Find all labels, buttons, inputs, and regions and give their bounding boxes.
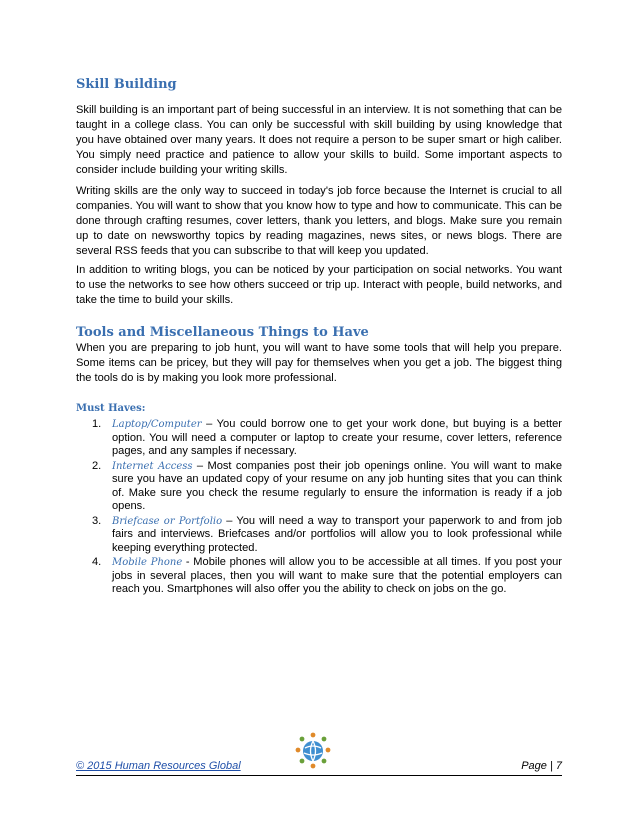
- footer-rule: [76, 775, 562, 776]
- footer-page-number: Page | 7: [521, 760, 562, 772]
- list-item-number: 3.: [92, 514, 102, 527]
- paragraph-skill-building-3: In addition to writing blogs, you can be noticed by your participation on social networks. You want to use the networks to see how others succeed or trip up. Interact with people, build networks, and take the time to build your skills.: [76, 264, 562, 306]
- list-item-text: – Most companies post their job openings online. You will want to make sure you have an updated copy of your resume on any job hunting sites that you can think of. Make sure you check the resume regularly to ensure the information is ready if a job opens.: [112, 459, 562, 512]
- list-item-text: – You will need a way to transport your paperwork to and from job fairs and interviews. Briefcases and/or portfolios will allow you to look professional while keeping everything protected.: [112, 514, 562, 554]
- subheading-must-haves: Must Haves:: [76, 403, 146, 414]
- list-item: [76, 556, 562, 597]
- paragraph-tools: When you are preparing to job hunt, you will want to have some tools that will help you prepare. Some items can be pricey, but they will pay for themselves when you get a job. The biggest thing the tools do is by making you look more professional.: [76, 342, 562, 384]
- footer-copyright: © 2015 Human Resources Global: [76, 760, 241, 772]
- paragraph-skill-building-1: Skill building is an important part of being successful in an interview. It is not something that can be taught in a college class. You can only be successful with skill building by using knowledge that you have obtained over many years. It does not require a person to be super smart or high caliber. You simply need practice and patience to allow your skills to build. Some important aspects to consider include building your writing skills.: [76, 104, 562, 176]
- list-item: [76, 460, 562, 514]
- list-item-term: Briefcase or Portfolio: [112, 515, 223, 527]
- list-item-term: Laptop/Computer: [112, 419, 202, 430]
- section-heading-tools: Tools and Miscellaneous Things to Have: [76, 325, 369, 340]
- list-item-term: Internet Access: [112, 460, 193, 472]
- list-item: [76, 515, 562, 556]
- list-item-text: - Mobile phones will allow you to be accessible at all times. If you post your jobs in several places, then you will want to make sure that the potential employers can reach you. Smartphones will also offer you the ability to check on jobs on the go.: [112, 556, 562, 595]
- must-haves-list: [76, 418, 562, 598]
- list-item-number: 2.: [92, 459, 102, 472]
- list-item-number: 4.: [92, 556, 102, 568]
- list-item: [76, 418, 562, 459]
- list-item-term: Mobile Phone: [112, 557, 183, 568]
- section-heading-skill-building: Skill Building: [76, 77, 177, 92]
- globe-people-logo-icon: [293, 730, 333, 770]
- list-item-number: 1.: [92, 418, 102, 430]
- paragraph-skill-building-2: Writing skills are the only way to succeed in today's job force because the Internet is crucial to all companies. You will want to show that you know how to type and how to communicate. This can be done through crafting resumes, cover letters, thank you letters, and blogs. Make sure you remain up to date on newsworthy topics by reading magazines, news sites, or news blogs. There are several RSS feeds that you can subscribe to that will keep you updated.: [76, 185, 562, 257]
- list-item-text: – You could borrow one to get your work done, but buying is a better option. You will need a computer or laptop to create your resume, cover letters, reference pages, and any samples if necessary.: [112, 418, 562, 457]
